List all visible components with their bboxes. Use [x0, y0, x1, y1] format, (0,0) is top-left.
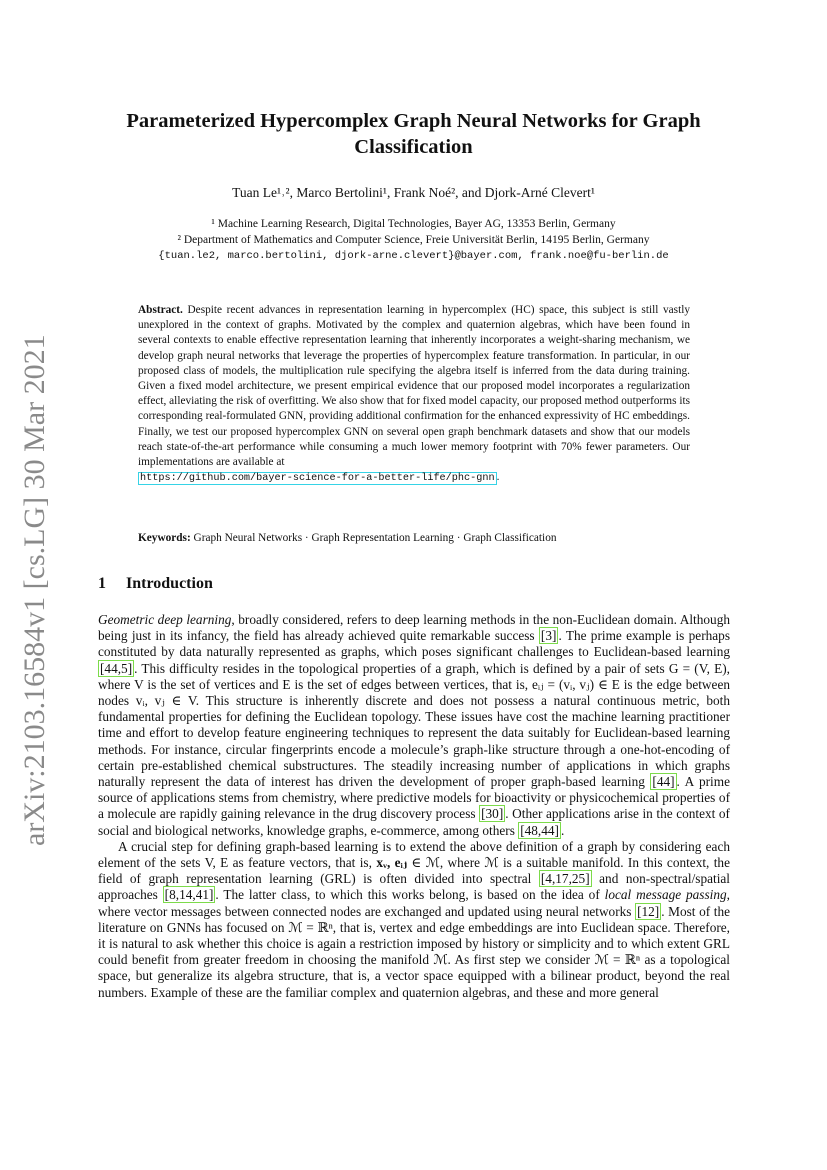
affiliation-1: ¹ Machine Learning Research, Digital Technologies, Bayer AG, 13353 Berlin, Germany — [211, 218, 616, 230]
arxiv-identifier: arXiv:2103.16584v1 [cs.LG] 30 Mar 2021 — [18, 334, 51, 846]
keywords — [138, 531, 690, 546]
section-number: 1 — [98, 575, 106, 592]
affiliations — [100, 216, 727, 264]
intro-paragraph-1: Geometric deep learning, broadly considered, refers to deep learning methods in the non-Euclidean domain. Although being just in its infancy, the field has already achieved quite remarkable success [3] . The prime example is perhaps constituted by data naturally represented as graphs, which poses significant challenges to Euclidean-based learning [44,5] . This difficulty resides in the topological properties of a graph, which is defined by a pair of sets G = (V, E), where V is the set of vertices and E is the set of edges between vertices, that is, eᵢⱼ = (vᵢ, vⱼ) ∈ E is the edge between nodes vᵢ, vⱼ ∈ V. This structure is inherently discrete and does not possess a natural continuous metric, both fundamental properties for defining the Euclidean topology. These issues have cost the machine learning practitioner time and effort to develop feature engineering techniques to represent the data suitably for Euclidean-based learning methods. For instance, circular fingerprints encode a molecule’s graph-like structure through a one-hot-encoding of certain pre-established chemical substructures. The steadily increasing number of applications in which graphs naturally represent the data of interest has driven the development of proper graph-based learning [44] . A prime source of applications stems from chemistry, where predictive models for bioactivity or physicochemical properties of a molecule are rapidly gaining relevance in the drug discovery process [30] . Other applications arise in the context of social and biological networks, knowledge graphs, e-commerce, among others [48,44] . — [98, 612, 730, 838]
citation-link[interactable]: [8,14,41] — [164, 887, 214, 903]
citation-link[interactable]: [12] — [637, 903, 660, 919]
abstract-end: . — [496, 471, 500, 484]
feature-vectors-symbol: xᵥ, eᵢⱼ — [376, 855, 408, 871]
abstract-label: Abstract. — [138, 304, 183, 316]
paper-title: Parameterized Hypercomplex Graph Neural Networks for Graph Classification — [126, 110, 701, 158]
author-emails: {tuan.le2, marco.bertolini, djork-arne.clevert}@bayer.com, frank.noe@fu-berlin.de — [158, 250, 669, 262]
authors: Tuan Le¹˒², Marco Bertolini¹, Frank Noé², and Djork-Arné Clevert¹ — [232, 185, 595, 200]
citation-link[interactable]: [44] — [652, 774, 675, 790]
citation-link[interactable]: [3] — [540, 628, 557, 644]
abstract — [138, 303, 690, 486]
code-repository-link[interactable]: https://github.com/bayer-science-for-a-better-life/phc-gnn — [140, 473, 495, 485]
intro-paragraph-2: A crucial step for defining graph-based learning is to extend the above definition of a graph by considering each element of the sets V, E as feature vectors, that is, xᵥ, eᵢⱼ ∈ ℳ, where ℳ is a suitable manifold. In this context, the field of graph representation learning (GRL) is often divided into spectral [4,17,25] and non-spectral/spatial approaches [8,14,41] . The latter class, to which this works belong, is based on the idea of local message passing, where vector messages between connected nodes are exchanged and updated using neural networks [12] . Most of the literature on GNNs has focused on ℳ = ℝⁿ, that is, vertex and edge embeddings are into Euclidean space. Therefore, it is natural to ask whether this choice is again a restriction imposed by history or simplicity and to which extent GRL could benefit from greater freedom in choosing the manifold ℳ. As first step we consider ℳ = ℝⁿ as a topological space, but generalize its algebra structure, that is, a vector space equipped with a bilinear product, beyond the real numbers. Example of these are the familiar complex and quaternion algebras, and these and more general — [98, 838, 730, 1000]
abstract-text: Despite recent advances in representation learning in hypercomplex (HC) space, this subject is still vastly unexplored in the context of graphs. Motivated by the complex and quaternion algebras, which have been found in several contexts to enable effective representation learning that inherently incorporates a weight-sharing mechanism, we develop graph neural networks that leverage the properties of hypercomplex feature transformation. In particular, in our proposed class of models, the multiplication rule specifying the algebra itself is inferred from the data during training. Given a fixed model architecture, we present empirical evidence that our proposed model incorporates a regularization effect, alleviating the risk of overfitting. We also show that for fixed model capacity, our proposed method outperforms its corresponding real-formulated GNN, providing additional confirmation for the enhanced expressivity of HC embeddings. Finally, we test our proposed hypercomplex GNN on several open graph benchmark datasets and show that our models reach state-of-the-art performance while consuming a much lower memory footprint with 70% fewer parameters. Our implementations are available at — [138, 304, 690, 469]
section-heading-introduction — [98, 575, 213, 593]
keywords-text: Graph Neural Networks · Graph Representation Learning · Graph Classification — [193, 532, 557, 544]
keywords-label: Keywords: — [138, 532, 191, 544]
citation-link[interactable]: [30] — [481, 806, 504, 822]
term-local-message-passing: local message passing — [604, 887, 727, 903]
affiliation-2: ² Department of Mathematics and Computer Science, Freie Universität Berlin, 14195 Berlin, Germany — [177, 234, 650, 246]
introduction-body — [98, 612, 730, 1001]
section-title: Introduction — [126, 575, 213, 592]
citation-link[interactable]: [48,44] — [520, 822, 559, 838]
citation-link[interactable]: [4,17,25] — [540, 871, 590, 887]
citation-link[interactable]: [44,5] — [100, 660, 133, 676]
term-geometric-deep-learning: Geometric deep learning — [98, 612, 232, 627]
